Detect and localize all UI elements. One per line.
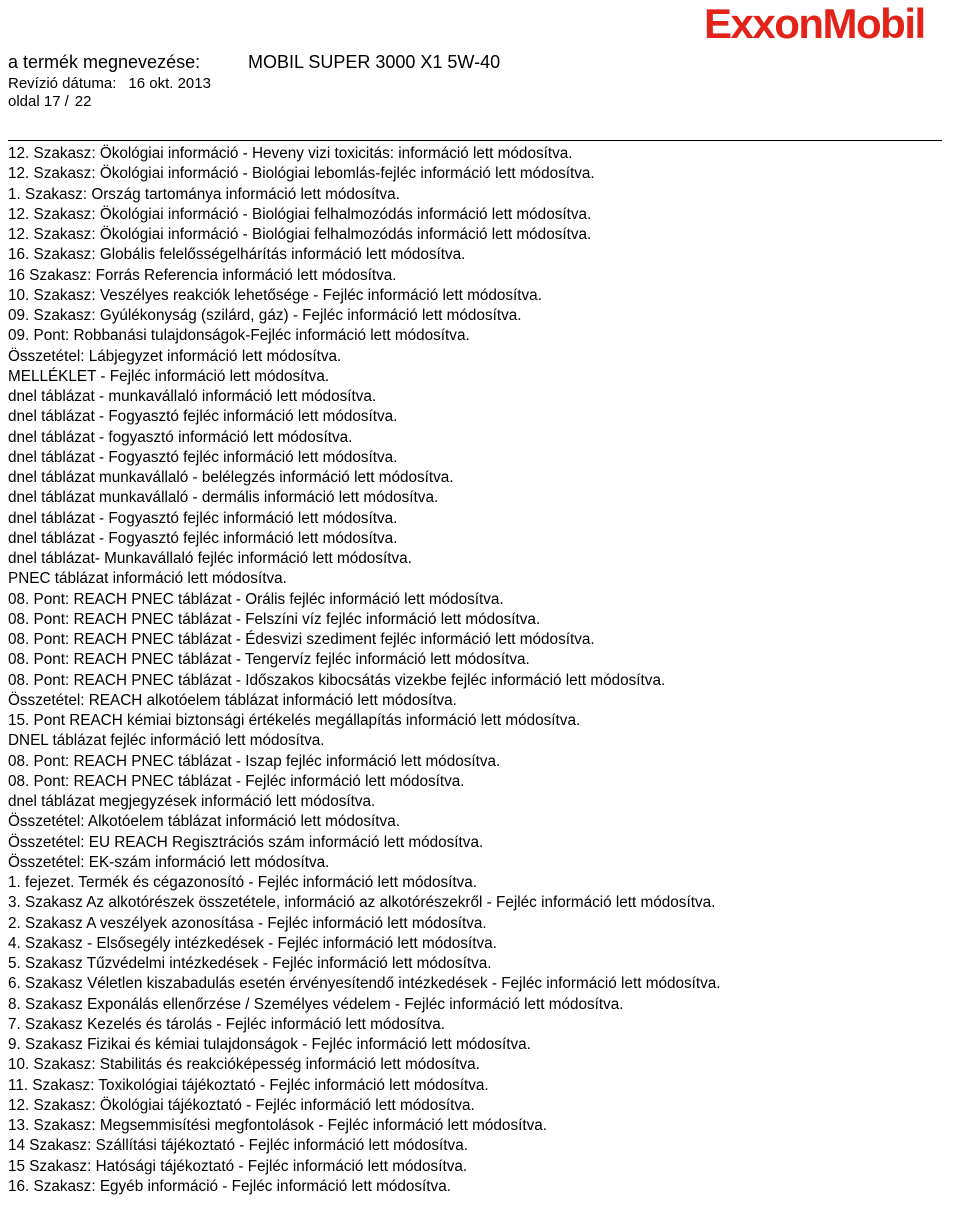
change-line: 11. Szakasz: Toxikológiai tájékoztató - Fejléc információ lett módosítva. [8, 1076, 489, 1094]
change-line: DNEL táblázat fejléc információ lett módosítva. [8, 732, 325, 750]
change-line: 08. Pont: REACH PNEC táblázat - Édesvizi szediment fejléc információ lett módosítva. [8, 631, 595, 648]
change-line: dnel táblázat megjegyzések információ lett módosítva. [8, 793, 376, 810]
change-line: 1. Szakasz: Ország tartománya információ lett módosítva. [8, 185, 400, 203]
change-line: 3. Szakasz Az alkotórészek összetétele, információ az alkotórészekről - Fejléc információ lett módosítva. [8, 894, 716, 912]
page-number [8, 93, 91, 111]
revision-date-label: Revízió dátuma: [8, 75, 117, 92]
change-line: MELLÉKLET - Fejléc információ lett módosítva. [8, 367, 330, 385]
change-line: 16. Szakasz: Egyéb információ - Fejléc információ lett módosítva. [8, 1177, 451, 1195]
change-line: 12. Szakasz: Ökológiai tájékoztató - Fejléc információ lett módosítva. [8, 1096, 475, 1114]
change-line: 08. Pont: REACH PNEC táblázat - Tengervíz fejléc információ lett módosítva. [8, 651, 530, 669]
change-line: 7. Szakasz Kezelés és tárolás - Fejléc információ lett módosítva. [8, 1015, 445, 1033]
change-line: 12. Szakasz: Ökológiai információ - Heveny vizi toxicitás: információ lett módosítva. [8, 145, 573, 162]
change-line: 4. Szakasz - Elsősegély intézkedések - Fejléc információ lett módosítva. [8, 934, 497, 952]
product-name-value: MOBIL SUPER 3000 X1 5W-40 [248, 52, 501, 72]
svg-text:ExxonMobil: ExxonMobil [704, 0, 925, 47]
change-line: PNEC táblázat információ lett módosítva. [8, 570, 287, 588]
change-line: dnel táblázat munkavállaló - belélegzés információ lett módosítva. [8, 469, 454, 486]
change-line: Összetétel: EK-szám információ lett módosítva. [8, 853, 330, 871]
change-line: dnel táblázat - munkavállaló információ lett módosítva. [8, 388, 377, 405]
change-line: 16. Szakasz: Globális felelősségelhárítás információ lett módosítva. [8, 246, 466, 264]
revision-change-list [8, 144, 953, 1197]
change-line: 15. Pont REACH kémiai biztonsági értékelés megállapítás információ lett módosítva. [8, 712, 581, 729]
change-line: 14 Szakasz: Szállítási tájékoztató - Fejléc információ lett módosítva. [8, 1137, 468, 1155]
change-line: dnel táblázat - Fogyasztó fejléc információ lett módosítva. [8, 408, 398, 426]
page-current: 17 [43, 93, 61, 110]
change-line: dnel táblázat - Fogyasztó fejléc információ lett módosítva. [8, 529, 398, 547]
revision-date-value: 16 okt. 2013 [128, 75, 211, 92]
change-line: 2. Szakasz A veszélyek azonosítása - Fejléc információ lett módosítva. [8, 914, 487, 932]
page-separator: / [64, 93, 69, 110]
change-line: 09. Szakasz: Gyúlékonyság (szilárd, gáz) - Fejléc információ lett módosítva. [8, 307, 522, 324]
change-line: 15 Szakasz: Hatósági tájékoztató - Fejléc információ lett módosítva. [8, 1157, 468, 1175]
change-line: 1. fejezet. Termék és cégazonosító - Fejléc információ lett módosítva. [8, 874, 478, 891]
change-line: Összetétel: REACH alkotóelem táblázat információ lett módosítva. [8, 691, 457, 709]
change-line: 10. Szakasz: Veszélyes reakciók lehetősége - Fejléc információ lett módosítva. [8, 286, 542, 304]
change-line: 8. Szakasz Exponálás ellenőrzése / Személyes védelem - Fejléc információ lett módosítva. [8, 995, 624, 1013]
change-line: 12. Szakasz: Ökológiai információ - Biológiai felhalmozódás információ lett módosítva. [8, 205, 592, 223]
change-line: Összetétel: Lábjegyzet információ lett módosítva. [8, 347, 342, 365]
change-line: 16 Szakasz: Forrás Referencia információ lett módosítva. [8, 266, 397, 284]
change-line: 08. Pont: REACH PNEC táblázat - Iszap fejléc információ lett módosítva. [8, 752, 501, 770]
change-line: 9. Szakasz Fizikai és kémiai tulajdonságok - Fejléc információ lett módosítva. [8, 1036, 531, 1053]
page-label: oldal [8, 93, 40, 110]
change-line: 5. Szakasz Tűzvédelmi intézkedések - Fejléc információ lett módosítva. [8, 955, 492, 972]
change-line: 08. Pont: REACH PNEC táblázat - Fejléc információ lett módosítva. [8, 772, 465, 790]
change-line: dnel táblázat- Munkavállaló fejléc információ lett módosítva. [8, 550, 412, 567]
change-line: 12. Szakasz: Ökológiai információ - Biológiai lebomlás-fejléc információ lett módosítva. [8, 165, 595, 183]
change-line: Összetétel: EU REACH Regisztrációs szám információ lett módosítva. [8, 833, 484, 851]
change-line: 10. Szakasz: Stabilitás és reakcióképesség információ lett módosítva. [8, 1056, 480, 1074]
change-line: 08. Pont: REACH PNEC táblázat - Orális fejléc információ lett módosítva. [8, 590, 504, 608]
change-line: dnel táblázat - fogyasztó információ lett módosítva. [8, 428, 353, 446]
change-line: 09. Pont: Robbanási tulajdonságok-Fejléc információ lett módosítva. [8, 327, 470, 345]
page-total: 22 [74, 93, 92, 110]
product-name-label: a termék megnevezése: [8, 52, 201, 72]
change-line: Összetétel: Alkotóelem táblázat információ lett módosítva. [8, 813, 400, 831]
change-line: dnel táblázat - Fogyasztó fejléc információ lett módosítva. [8, 448, 398, 466]
change-line: 08. Pont: REACH PNEC táblázat - Felszíni víz fejléc információ lett módosítva. [8, 610, 541, 628]
exxonmobil-logo [702, 0, 960, 52]
change-line: dnel táblázat - Fogyasztó fejléc információ lett módosítva. [8, 509, 398, 527]
revision-date [8, 75, 211, 93]
change-line: dnel táblázat munkavállaló - dermális információ lett módosítva. [8, 489, 439, 507]
header-divider [8, 140, 942, 141]
change-line: 6. Szakasz Véletlen kiszabadulás esetén érvényesítendő intézkedések - Fejléc információ lett módosítva. [8, 975, 721, 993]
change-line: 13. Szakasz: Megsemmisítési megfontolások - Fejléc információ lett módosítva. [8, 1117, 547, 1134]
change-line: 12. Szakasz: Ökológiai információ - Biológiai felhalmozódás információ lett módosítva. [8, 226, 592, 243]
change-line: 08. Pont: REACH PNEC táblázat - Időszakos kibocsátás vizekbe fejléc információ lett módosítva. [8, 671, 666, 689]
